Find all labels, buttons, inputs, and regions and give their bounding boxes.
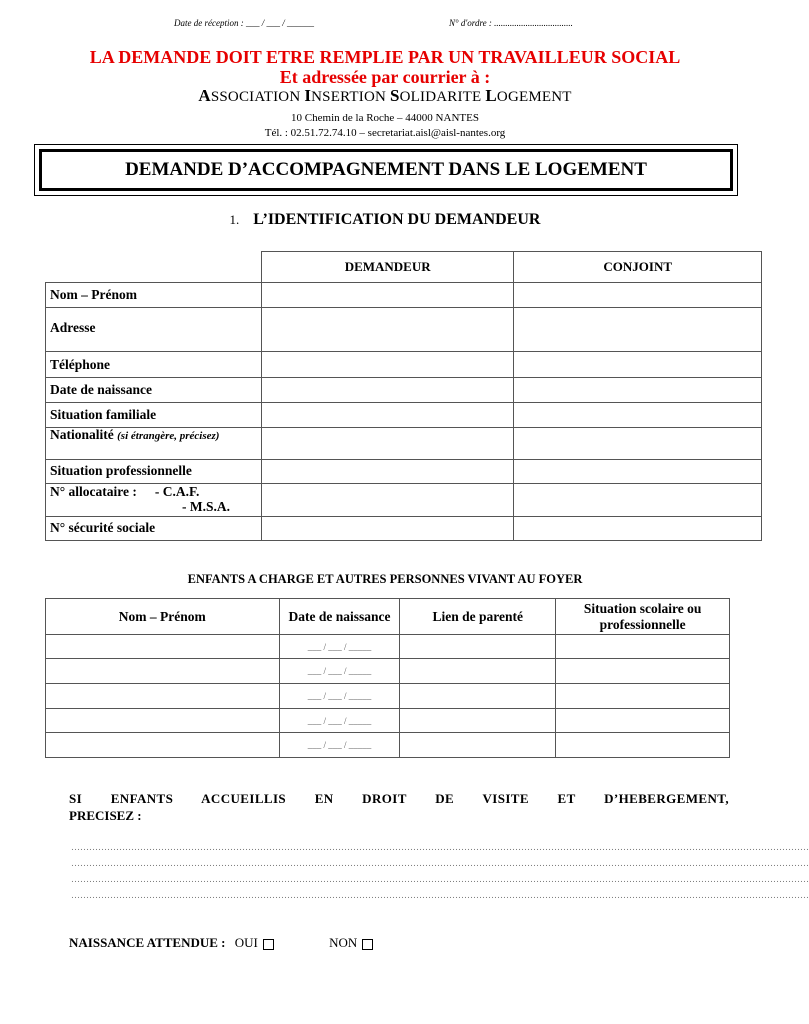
enfant-1-nom[interactable] bbox=[46, 635, 280, 659]
association-contact: Tél. : 02.51.72.74.10 – secretariat.aisl@aisl-nantes.org bbox=[264, 127, 506, 139]
field-conjoint-telephone[interactable] bbox=[514, 352, 762, 378]
row-label-nom: Nom – Prénom bbox=[46, 283, 262, 308]
visite-dotline-4[interactable]: ………………………………………………………………………………………………………………………………………………………………………………………………………………………… bbox=[71, 890, 809, 900]
section1-heading: 1. L’IDENTIFICATION DU DEMANDEUR bbox=[229, 211, 541, 228]
enfants-heading: ENFANTS A CHARGE ET AUTRES PERSONNES VIVANT AU FOYER bbox=[187, 572, 583, 586]
notice-line2: Et adressée par courrier à : bbox=[279, 67, 491, 87]
row-label-adresse: Adresse bbox=[46, 308, 262, 352]
field-demandeur-securite-sociale[interactable] bbox=[261, 517, 514, 541]
numero-ordre: N° d'ordre : ................................... bbox=[449, 18, 573, 28]
enfant-2-situation[interactable] bbox=[556, 659, 730, 684]
row-label-securite-sociale: N° sécurité sociale bbox=[46, 517, 262, 541]
visite-dotline-3[interactable]: ………………………………………………………………………………………………………………………………………………………………………………………………………………………… bbox=[71, 874, 809, 884]
enfants-table bbox=[45, 598, 730, 758]
field-conjoint-nationalite[interactable] bbox=[514, 428, 762, 460]
row-label-situation-familiale: Situation familiale bbox=[46, 403, 262, 428]
visite-dotline-2[interactable]: ………………………………………………………………………………………………………………………………………………………………………………………………………………………… bbox=[71, 858, 809, 868]
field-conjoint-naissance[interactable] bbox=[514, 378, 762, 403]
row-label-allocataire: N° allocataire : - C.A.F. - M.S.A. bbox=[46, 484, 262, 517]
enfant-2-date[interactable]: ___ / ___ / _____ bbox=[279, 659, 400, 684]
notice-line1: LA DEMANDE DOIT ETRE REMPLIE PAR UN TRAVAILLEUR SOCIAL bbox=[89, 47, 681, 67]
enfant-4-situation[interactable] bbox=[556, 709, 730, 733]
field-conjoint-allocataire[interactable] bbox=[514, 484, 762, 517]
enfant-1-situation[interactable] bbox=[556, 635, 730, 659]
field-conjoint-nom[interactable] bbox=[514, 283, 762, 308]
enfant-3-nom[interactable] bbox=[46, 684, 280, 709]
non-checkbox[interactable] bbox=[362, 939, 373, 950]
enfant-4-lien[interactable] bbox=[400, 709, 556, 733]
column-conjoint: CONJOINT bbox=[514, 252, 762, 283]
enfant-5-lien[interactable] bbox=[400, 733, 556, 758]
column-demandeur: DEMANDEUR bbox=[261, 252, 514, 283]
enfant-2-nom[interactable] bbox=[46, 659, 280, 684]
enfant-1-date[interactable]: ___ / ___ / _____ bbox=[279, 635, 400, 659]
enfant-5-situation[interactable] bbox=[556, 733, 730, 758]
oui-label: OUI bbox=[234, 935, 258, 950]
row-label-nationalite: Nationalité (si étrangère, précisez) bbox=[46, 428, 262, 460]
field-conjoint-situation-familiale[interactable] bbox=[514, 403, 762, 428]
enfant-5-nom[interactable] bbox=[46, 733, 280, 758]
column-date-naissance: Date de naissance bbox=[279, 599, 400, 635]
enfant-1-lien[interactable] bbox=[400, 635, 556, 659]
enfant-4-date[interactable]: ___ / ___ / _____ bbox=[279, 709, 400, 733]
oui-checkbox[interactable] bbox=[263, 939, 274, 950]
naissance-label: NAISSANCE ATTENDUE : bbox=[69, 935, 226, 950]
enfant-2-lien[interactable] bbox=[400, 659, 556, 684]
form-title-box bbox=[34, 144, 738, 196]
row-label-situation-pro: Situation professionnelle bbox=[46, 460, 262, 484]
association-name: ASSOCIATION INSERTION SOLIDARITE LOGEMENT bbox=[198, 86, 572, 105]
enfant-3-date[interactable]: ___ / ___ / _____ bbox=[279, 684, 400, 709]
field-conjoint-adresse[interactable] bbox=[514, 308, 762, 352]
enfant-3-situation[interactable] bbox=[556, 684, 730, 709]
field-demandeur-nom[interactable] bbox=[261, 283, 514, 308]
visite-dotline-1[interactable]: ………………………………………………………………………………………………………………………………………………………………………………………………………………………… bbox=[71, 842, 809, 852]
field-conjoint-situation-pro[interactable] bbox=[514, 460, 762, 484]
visite-line2: PRECISEZ : bbox=[69, 808, 142, 823]
field-demandeur-adresse[interactable] bbox=[261, 308, 514, 352]
row-label-naissance: Date de naissance bbox=[46, 378, 262, 403]
non-label: NON bbox=[329, 935, 358, 950]
field-conjoint-securite-sociale[interactable] bbox=[514, 517, 762, 541]
row-label-telephone: Téléphone bbox=[46, 352, 262, 378]
enfant-5-date[interactable]: ___ / ___ / _____ bbox=[279, 733, 400, 758]
column-nom-prenom: Nom – Prénom bbox=[46, 599, 280, 635]
field-demandeur-nationalite[interactable] bbox=[261, 428, 514, 460]
field-demandeur-situation-pro[interactable] bbox=[261, 460, 514, 484]
column-lien-parente: Lien de parenté bbox=[400, 599, 556, 635]
enfant-4-nom[interactable] bbox=[46, 709, 280, 733]
naissance-row bbox=[69, 935, 373, 951]
enfant-3-lien[interactable] bbox=[400, 684, 556, 709]
field-demandeur-allocataire[interactable] bbox=[261, 484, 514, 517]
visite-line1: SI ENFANTS ACCUEILLIS EN DROIT DE VISITE ET D’HEBERGEMENT, bbox=[69, 791, 729, 806]
field-demandeur-situation-familiale[interactable] bbox=[261, 403, 514, 428]
field-demandeur-telephone[interactable] bbox=[261, 352, 514, 378]
field-demandeur-naissance[interactable] bbox=[261, 378, 514, 403]
column-situation: Situation scolaire ou professionnelle bbox=[556, 599, 730, 635]
date-reception: Date de réception : ___ / ___ / ______ bbox=[174, 18, 314, 28]
form-title: DEMANDE D’ACCOMPAGNEMENT DANS LE LOGEMENT bbox=[39, 149, 733, 191]
association-address: 10 Chemin de la Roche – 44000 NANTES bbox=[291, 112, 479, 124]
identification-table bbox=[45, 251, 762, 541]
